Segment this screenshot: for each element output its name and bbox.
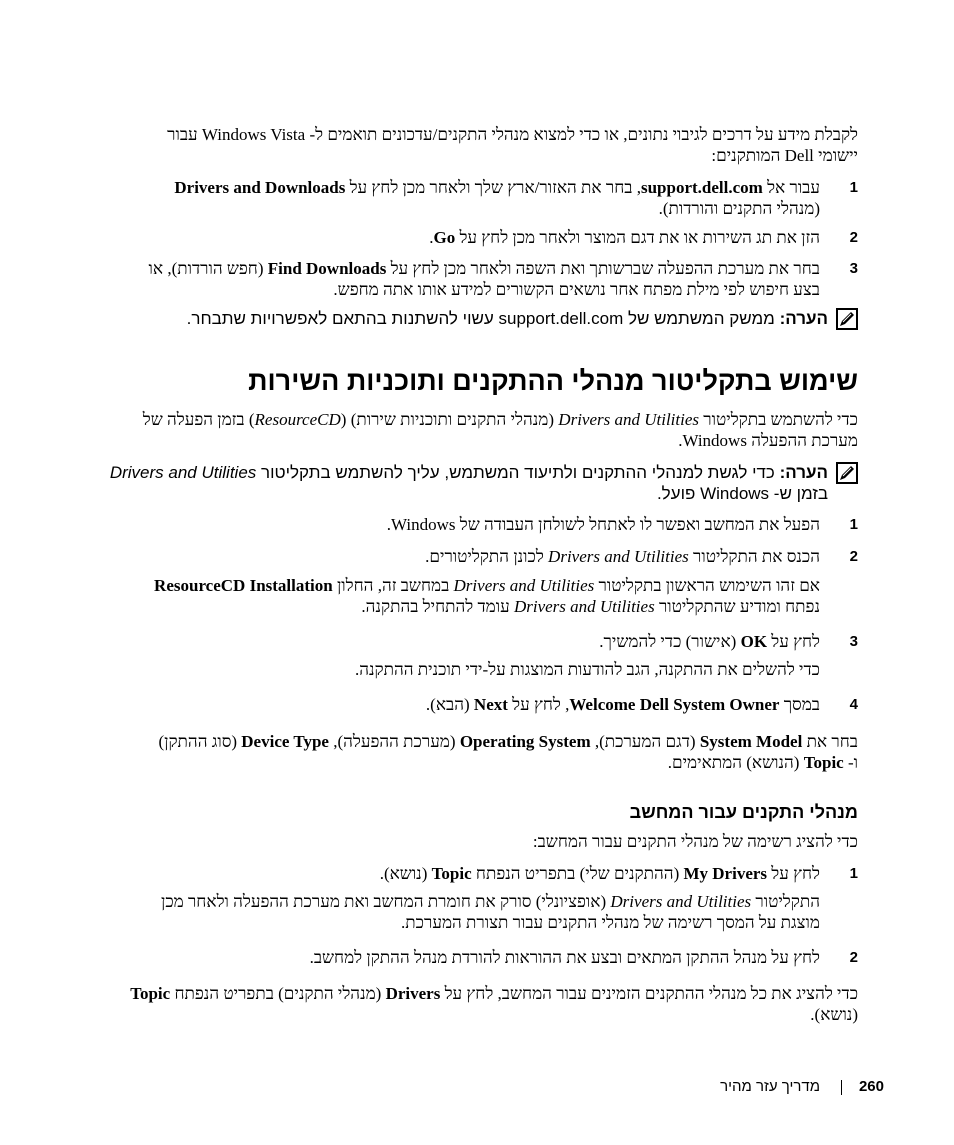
text: Drivers and Utilities: [513, 597, 655, 616]
step-number: 2: [849, 548, 858, 565]
subsection-intro: כדי להציג רשימה של מנהלי התקנים עבור המחשב:: [532, 832, 858, 851]
step-a-3: [118, 258, 858, 300]
text: התקליטור: [751, 892, 820, 911]
text: לחץ על: [767, 864, 820, 883]
subsection-title: מנהלי התקנים עבור המחשב: [629, 802, 858, 822]
text: כדי לגשת למנהלי ההתקנים ולתיעוד המשתמש, עליך להשתמש בתקליטור: [256, 463, 780, 482]
text: ResourceCD Installation: [154, 576, 333, 595]
sub-paragraph-a: [120, 575, 820, 617]
find-downloads-label: Find Downloads: [267, 259, 387, 278]
text: עבור אל: [762, 178, 820, 197]
text: הזן את תג השירות או את דגם המוצר ולאחר מכן לחץ על: [455, 228, 820, 247]
text: לכונן התקליטורים.: [425, 547, 549, 566]
intro-line-1: לקבלת מידע על דרכים לגיבוי נתונים, או כדי למצוא מנהלי התקנים/עדכונים תואמים ל- Windows Vista עבור: [167, 125, 858, 144]
step-b-2: [118, 546, 858, 567]
intro-line-2: יישומי Dell המותקנים:: [711, 146, 858, 165]
note-label: הערה:: [779, 463, 828, 482]
text: Topic: [130, 984, 171, 1003]
note-pencil-icon: [836, 308, 858, 330]
step-number: 1: [849, 516, 858, 533]
step-number: 3: [849, 260, 858, 277]
text: Drivers: [385, 984, 441, 1003]
text: (מנהלי התקנים והורדות).: [658, 199, 820, 218]
text: בצע חיפוש לפי מילת מפתח אחר נושאים הקשורים למידע אותו אתה מחפש.: [333, 280, 820, 299]
text: (ההתקנים שלי) בתפריט הנפתח: [471, 864, 684, 883]
page-footer: [584, 1078, 884, 1098]
text: לחץ על: [767, 632, 820, 651]
step-number: 4: [849, 696, 858, 713]
text: Welcome Dell System Owner: [569, 695, 780, 714]
step-b-4: [118, 694, 858, 715]
footer-title: מדריך עזר מהיר: [720, 1078, 820, 1095]
support-link[interactable]: support.dell.com: [640, 178, 763, 197]
step-a-1: [118, 177, 858, 219]
text: (נושא).: [379, 864, 432, 883]
text: במסך: [779, 695, 820, 714]
text: OK: [740, 632, 768, 651]
select-paragraph: [118, 731, 858, 773]
final-paragraph: [118, 983, 858, 1025]
text: ) בזמן הפעלה של: [142, 410, 255, 429]
text: (חפש הורדות), או: [148, 259, 268, 278]
text: הכנס את התקליטור: [688, 547, 820, 566]
text: Topic: [431, 864, 472, 883]
step-number: 3: [849, 633, 858, 650]
text: Drivers and Utilities: [109, 463, 257, 482]
text: (דגם המערכת),: [590, 732, 700, 751]
text: Drivers and Utilities: [548, 547, 689, 566]
text: במחשב זה, החלון: [332, 576, 454, 595]
text: בחר את: [802, 732, 858, 751]
text: System Model: [699, 732, 803, 751]
text: .: [429, 228, 434, 247]
text: My Drivers: [683, 864, 768, 883]
text: לחץ על מנהל ההתקן המתאים ובצע את ההוראות להורדת מנהל ההתקן למחשב.: [309, 948, 820, 967]
text: עומד להתחיל בהתקנה.: [361, 597, 514, 616]
step-number: 1: [849, 179, 858, 196]
text: (מערכת ההפעלה),: [328, 732, 460, 751]
text: Topic: [803, 753, 844, 772]
note-2: [100, 462, 858, 504]
text: ממשק המשתמש של support.dell.com עשוי להשתנות בהתאם לאפשרויות שתבחר.: [186, 309, 780, 328]
step-number: 2: [849, 949, 858, 966]
text: (מנהלי התקנים) בתפריט הנפתח: [170, 984, 386, 1003]
step-a-2: [118, 227, 858, 248]
text: (אישור) כדי להמשיך.: [599, 632, 741, 651]
text: , לחץ על: [507, 695, 570, 714]
sub-paragraph-c: [120, 891, 820, 933]
text: Drivers and Utilities: [453, 576, 595, 595]
intro-paragraph: [118, 124, 858, 166]
go-label: Go: [433, 228, 456, 247]
text: בחר את מערכת ההפעלה שברשותך ואת השפה ולאחר מכן לחץ על: [386, 259, 820, 278]
note-1: [100, 308, 858, 329]
text: (הבא).: [425, 695, 474, 714]
step-number: 2: [849, 229, 858, 246]
text: (נושא).: [810, 1005, 858, 1024]
note-label: הערה:: [779, 309, 828, 328]
text: Device Type: [241, 732, 329, 751]
text: מערכת ההפעלה Windows.: [678, 431, 858, 450]
text: ResourceCD: [254, 410, 341, 429]
text: נפתח ומודיע שהתקליטור: [654, 597, 820, 616]
text: מוצגת על המסך רשימה של מנהלי התקנים עבור תצורת המערכת.: [401, 913, 820, 932]
text: אם זהו השימוש הראשון בתקליטור: [594, 576, 820, 595]
step-b-3: [118, 631, 858, 652]
text: כדי להציג את כל מנהלי ההתקנים הזמינים עבור המחשב, לחץ על: [440, 984, 858, 1003]
step-b-1: [118, 514, 858, 535]
note-pencil-icon: [836, 462, 858, 484]
text: הפעל את המחשב ואפשר לו לאתחל לשולחן העבודה של Windows.: [386, 515, 820, 534]
drivers-downloads-label: Drivers and Downloads: [174, 178, 346, 197]
text: Next: [473, 695, 508, 714]
text: (אופציונלי) סורק את חומרת המחשב ואת מערכת ההפעלה ולאחר מכן: [160, 892, 611, 911]
text: (סוג ההתקן): [158, 732, 242, 751]
page-number: 260: [858, 1078, 884, 1095]
text: Operating System: [459, 732, 591, 751]
text: , בחר את האזור/ארץ שלך ולאחר מכן לחץ על: [345, 178, 641, 197]
text: Drivers and Utilities: [610, 892, 752, 911]
step-c-2: [118, 947, 858, 968]
section-intro: [118, 409, 858, 451]
text: (מנהלי התקנים ותוכניות שירות) (: [340, 410, 559, 429]
text: ו-: [843, 753, 858, 772]
step-c-1: [118, 863, 858, 884]
text: בזמן ש- Windows פועל.: [656, 484, 828, 503]
section-title: שימוש בתקליטור מנהלי ההתקנים ותוכניות השירות: [248, 366, 858, 396]
step-number: 1: [849, 865, 858, 882]
sub-paragraph-b: כדי להשלים את ההתקנה, הגב להודעות המוצגות על-ידי תוכנית ההתקנה.: [354, 660, 820, 679]
text: (הנושא) המתאימים.: [667, 753, 804, 772]
text: כדי להשתמש בתקליטור: [699, 410, 858, 429]
text: Drivers and Utilities: [558, 410, 700, 429]
footer-divider: [841, 1080, 842, 1095]
